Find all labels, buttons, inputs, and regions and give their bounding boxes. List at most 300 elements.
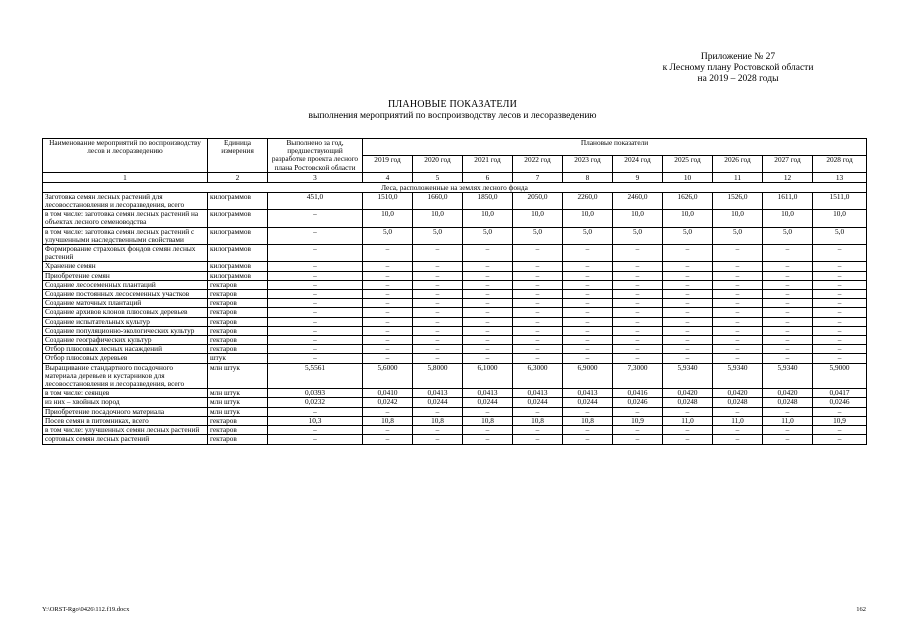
row-value: 10,0 xyxy=(413,210,463,227)
row-value: – xyxy=(663,435,713,444)
table-row xyxy=(43,407,867,416)
row-value: – xyxy=(463,271,513,280)
row-unit: гектаров xyxy=(208,345,268,354)
row-name: сортовых семян лесных растений xyxy=(43,435,208,444)
row-value: – xyxy=(713,280,763,289)
row-value: 5,0 xyxy=(713,227,763,244)
section-row xyxy=(43,182,867,192)
row-unit: гектаров xyxy=(208,280,268,289)
row-value: – xyxy=(613,354,663,363)
row-value: 1611,0 xyxy=(763,192,813,209)
row-name: Приобретение посадочного материала xyxy=(43,407,208,416)
document-subtitle: выполнения мероприятий по воспроизводству лесов и лесоразведению xyxy=(308,111,597,121)
row-name: в том числе: заготовка семян лесных растений с улучшенными наследственными свойствами xyxy=(43,227,208,244)
row-value: 5,0 xyxy=(813,227,867,244)
row-value: – xyxy=(613,245,663,262)
row-value: 0,0244 xyxy=(463,398,513,407)
row-value: 6,9000 xyxy=(563,363,613,389)
row-value: 10,9 xyxy=(613,416,663,425)
row-value: – xyxy=(763,271,813,280)
row-value: – xyxy=(663,336,713,345)
row-value: – xyxy=(463,345,513,354)
row-value: 5,0 xyxy=(413,227,463,244)
row-value: – xyxy=(363,435,413,444)
row-value: – xyxy=(713,326,763,335)
row-unit: млн штук xyxy=(208,363,268,389)
row-value: 5,9340 xyxy=(713,363,763,389)
row-value: – xyxy=(763,326,813,335)
row-value: – xyxy=(563,317,613,326)
column-number: 4 xyxy=(363,172,413,182)
page-number: 162 xyxy=(856,606,866,613)
header-name: Наименование мероприятий по воспроизводству лесов и лесоразведению xyxy=(43,139,208,173)
row-value: – xyxy=(663,245,713,262)
row-value: 0,0246 xyxy=(813,398,867,407)
column-number: 5 xyxy=(413,172,463,182)
row-value: – xyxy=(413,317,463,326)
row-unit: килограммов xyxy=(208,227,268,244)
row-value: – xyxy=(613,435,663,444)
row-value: 10,8 xyxy=(463,416,513,425)
row-name: Создание географических культур xyxy=(43,336,208,345)
row-value: 1850,0 xyxy=(463,192,513,209)
row-value: 10,0 xyxy=(763,210,813,227)
row-value: – xyxy=(613,299,663,308)
column-number: 8 xyxy=(563,172,613,182)
table-row xyxy=(43,317,867,326)
plan-table xyxy=(42,138,867,445)
column-number-row xyxy=(43,172,867,182)
row-value: – xyxy=(363,308,413,317)
column-number: 7 xyxy=(513,172,563,182)
row-value: 10,0 xyxy=(713,210,763,227)
row-value: 5,0 xyxy=(513,227,563,244)
row-value: – xyxy=(463,245,513,262)
row-value: – xyxy=(613,317,663,326)
row-value: – xyxy=(413,280,463,289)
row-done: 0,0232 xyxy=(268,398,363,407)
row-value: – xyxy=(713,262,763,271)
row-value: – xyxy=(813,308,867,317)
row-name: Создание постоянных лесосеменных участков xyxy=(43,290,208,299)
row-value: 10,9 xyxy=(813,416,867,425)
row-done: – xyxy=(268,299,363,308)
header-year: 2025 год xyxy=(663,155,713,172)
table-row xyxy=(43,192,867,209)
row-value: 5,9340 xyxy=(663,363,713,389)
row-value: 5,9340 xyxy=(763,363,813,389)
row-value: – xyxy=(813,271,867,280)
row-unit: килограммов xyxy=(208,210,268,227)
table-row xyxy=(43,426,867,435)
table-row xyxy=(43,227,867,244)
row-value: 0,0248 xyxy=(763,398,813,407)
row-name: в том числе: сеянцев xyxy=(43,389,208,398)
appendix-line-3: на 2019 – 2028 годы xyxy=(697,74,779,84)
row-value: – xyxy=(563,262,613,271)
row-value: – xyxy=(563,336,613,345)
row-value: 2260,0 xyxy=(563,192,613,209)
row-value: – xyxy=(763,317,813,326)
row-value: – xyxy=(613,290,663,299)
row-unit: гектаров xyxy=(208,290,268,299)
row-value: 10,0 xyxy=(663,210,713,227)
row-value: – xyxy=(713,317,763,326)
header-unit: Единица измерения xyxy=(208,139,268,173)
row-value: – xyxy=(613,345,663,354)
row-done: 0,0393 xyxy=(268,389,363,398)
row-value: – xyxy=(613,407,663,416)
header-year: 2024 год xyxy=(613,155,663,172)
row-value: – xyxy=(663,354,713,363)
table-row xyxy=(43,271,867,280)
row-value: 10,0 xyxy=(513,210,563,227)
row-value: 0,0413 xyxy=(413,389,463,398)
row-value: – xyxy=(613,262,663,271)
row-done: – xyxy=(268,354,363,363)
row-value: – xyxy=(463,262,513,271)
row-done: 10,3 xyxy=(268,416,363,425)
row-value: 0,0413 xyxy=(513,389,563,398)
row-value: – xyxy=(563,280,613,289)
column-number: 2 xyxy=(208,172,268,182)
row-unit: гектаров xyxy=(208,299,268,308)
row-value: – xyxy=(813,326,867,335)
row-value: – xyxy=(513,299,563,308)
row-value: – xyxy=(513,317,563,326)
row-value: – xyxy=(613,326,663,335)
row-unit: килограммов xyxy=(208,192,268,209)
row-value: – xyxy=(563,426,613,435)
row-value: 1511,0 xyxy=(813,192,867,209)
row-value: – xyxy=(363,345,413,354)
row-value: 11,0 xyxy=(663,416,713,425)
table-body xyxy=(43,182,867,444)
row-value: – xyxy=(363,336,413,345)
row-value: – xyxy=(363,280,413,289)
row-name: Создание архивов клонов плюсовых деревьев xyxy=(43,308,208,317)
row-value: – xyxy=(363,407,413,416)
header-planned: Плановые показатели xyxy=(363,139,867,156)
row-value: – xyxy=(463,317,513,326)
row-value: – xyxy=(813,280,867,289)
row-value: – xyxy=(713,308,763,317)
row-value: – xyxy=(813,426,867,435)
table-row xyxy=(43,326,867,335)
row-value: – xyxy=(413,271,463,280)
row-value: 0,0416 xyxy=(613,389,663,398)
row-value: 6,3000 xyxy=(513,363,563,389)
table-row xyxy=(43,308,867,317)
row-unit: гектаров xyxy=(208,426,268,435)
column-number: 12 xyxy=(763,172,813,182)
row-value: – xyxy=(613,308,663,317)
row-value: – xyxy=(513,435,563,444)
row-value: – xyxy=(463,426,513,435)
row-value: – xyxy=(363,326,413,335)
row-value: – xyxy=(713,354,763,363)
section-title: Леса, расположенные на землях лесного фонда xyxy=(43,182,867,192)
row-value: 0,0420 xyxy=(663,389,713,398)
row-value: – xyxy=(413,290,463,299)
row-value: – xyxy=(563,407,613,416)
row-name: из них – хвойных пород xyxy=(43,398,208,407)
row-done: – xyxy=(268,227,363,244)
row-value: 6,1000 xyxy=(463,363,513,389)
row-unit: гектаров xyxy=(208,416,268,425)
row-value: – xyxy=(613,336,663,345)
row-value: – xyxy=(363,262,413,271)
row-value: – xyxy=(713,290,763,299)
row-value: 10,8 xyxy=(413,416,463,425)
row-value: – xyxy=(663,280,713,289)
row-value: – xyxy=(563,308,613,317)
row-value: – xyxy=(513,271,563,280)
row-value: – xyxy=(763,407,813,416)
appendix-line-1: Приложение № 27 xyxy=(700,52,776,62)
row-value: – xyxy=(763,426,813,435)
row-value: – xyxy=(513,326,563,335)
row-value: 10,0 xyxy=(813,210,867,227)
row-value: – xyxy=(463,299,513,308)
row-value: – xyxy=(513,262,563,271)
row-name: Формирование страховых фондов семян лесных растений xyxy=(43,245,208,262)
row-value: 0,0413 xyxy=(563,389,613,398)
row-value: – xyxy=(613,271,663,280)
row-unit: гектаров xyxy=(208,336,268,345)
row-value: – xyxy=(563,290,613,299)
row-value: – xyxy=(363,426,413,435)
row-value: 1510,0 xyxy=(363,192,413,209)
row-value: 0,0244 xyxy=(563,398,613,407)
row-value: – xyxy=(663,271,713,280)
row-value: 5,0 xyxy=(763,227,813,244)
row-value: – xyxy=(713,435,763,444)
row-value: – xyxy=(563,435,613,444)
row-name: в том числе: заготовка семян лесных растений на объектах лесного семеноводства xyxy=(43,210,208,227)
row-value: 0,0417 xyxy=(813,389,867,398)
row-value: 5,0 xyxy=(463,227,513,244)
row-value: – xyxy=(613,280,663,289)
row-value: – xyxy=(513,245,563,262)
row-value: 1660,0 xyxy=(413,192,463,209)
row-value: 10,0 xyxy=(563,210,613,227)
row-value: – xyxy=(513,426,563,435)
row-value: 0,0413 xyxy=(463,389,513,398)
row-value: – xyxy=(663,345,713,354)
row-value: – xyxy=(713,245,763,262)
row-unit: килограммов xyxy=(208,245,268,262)
row-value: – xyxy=(813,317,867,326)
row-value: – xyxy=(513,407,563,416)
row-name: Отбор плюсовых деревьев xyxy=(43,354,208,363)
header-year: 2021 год xyxy=(463,155,513,172)
row-value: 10,8 xyxy=(563,416,613,425)
column-number: 11 xyxy=(713,172,763,182)
row-value: 5,8000 xyxy=(413,363,463,389)
row-value: – xyxy=(413,435,463,444)
row-value: 2050,0 xyxy=(513,192,563,209)
row-done: – xyxy=(268,336,363,345)
row-value: – xyxy=(563,345,613,354)
row-value: – xyxy=(413,245,463,262)
row-value: – xyxy=(713,426,763,435)
row-value: 1626,0 xyxy=(663,192,713,209)
row-value: – xyxy=(463,354,513,363)
column-number: 1 xyxy=(43,172,208,182)
row-value: 10,0 xyxy=(613,210,663,227)
row-value: – xyxy=(363,317,413,326)
row-value: 0,0246 xyxy=(613,398,663,407)
row-value: – xyxy=(413,345,463,354)
row-value: – xyxy=(463,336,513,345)
row-unit: гектаров xyxy=(208,308,268,317)
header-year: 2028 год xyxy=(813,155,867,172)
column-number: 6 xyxy=(463,172,513,182)
row-done: – xyxy=(268,435,363,444)
row-unit: млн штук xyxy=(208,407,268,416)
row-value: – xyxy=(413,308,463,317)
appendix-line-2: к Лесному плану Ростовской области xyxy=(662,63,814,73)
row-name: Посев семян в питомниках, всего xyxy=(43,416,208,425)
row-value: – xyxy=(413,354,463,363)
row-name: в том числе: улучшенных семян лесных растений xyxy=(43,426,208,435)
row-value: – xyxy=(663,290,713,299)
row-value: – xyxy=(813,299,867,308)
table-row xyxy=(43,245,867,262)
row-value: – xyxy=(763,299,813,308)
row-value: 5,0 xyxy=(363,227,413,244)
row-name: Создание маточных плантаций xyxy=(43,299,208,308)
row-value: – xyxy=(763,290,813,299)
column-number: 3 xyxy=(268,172,363,182)
row-value: – xyxy=(663,407,713,416)
row-value: – xyxy=(713,345,763,354)
row-value: – xyxy=(663,326,713,335)
row-value: – xyxy=(513,308,563,317)
row-value: 0,0244 xyxy=(513,398,563,407)
row-unit: килограммов xyxy=(208,262,268,271)
row-value: – xyxy=(763,262,813,271)
row-done: – xyxy=(268,407,363,416)
row-value: – xyxy=(713,336,763,345)
table-row xyxy=(43,290,867,299)
row-value: – xyxy=(463,280,513,289)
row-done: – xyxy=(268,345,363,354)
row-value: 0,0248 xyxy=(713,398,763,407)
appendix-block xyxy=(608,52,868,85)
row-value: – xyxy=(563,299,613,308)
row-value: – xyxy=(813,336,867,345)
row-value: – xyxy=(413,336,463,345)
row-value: – xyxy=(813,407,867,416)
table-row xyxy=(43,336,867,345)
header-done: Выполнено за год, предшествующий разработке проекта лесного плана Ростовской области xyxy=(268,139,363,173)
row-value: 10,8 xyxy=(513,416,563,425)
row-value: – xyxy=(563,245,613,262)
row-unit: гектаров xyxy=(208,317,268,326)
row-value: – xyxy=(813,354,867,363)
row-value: – xyxy=(713,271,763,280)
row-value: 2460,0 xyxy=(613,192,663,209)
row-done: – xyxy=(268,210,363,227)
row-value: – xyxy=(463,407,513,416)
row-value: – xyxy=(513,345,563,354)
row-value: – xyxy=(813,290,867,299)
header-year: 2022 год xyxy=(513,155,563,172)
row-done: 451,0 xyxy=(268,192,363,209)
row-unit: штук xyxy=(208,354,268,363)
row-value: 0,0420 xyxy=(763,389,813,398)
row-value: – xyxy=(663,317,713,326)
row-value: – xyxy=(763,336,813,345)
row-value: – xyxy=(513,336,563,345)
row-value: 0,0410 xyxy=(363,389,413,398)
row-value: 5,0 xyxy=(613,227,663,244)
column-number: 13 xyxy=(813,172,867,182)
row-value: – xyxy=(563,271,613,280)
row-value: – xyxy=(413,407,463,416)
row-value: – xyxy=(513,280,563,289)
row-value: – xyxy=(463,308,513,317)
header-year: 2026 год xyxy=(713,155,763,172)
row-value: – xyxy=(463,290,513,299)
row-value: 7,3000 xyxy=(613,363,663,389)
row-value: – xyxy=(763,435,813,444)
header-year: 2027 год xyxy=(763,155,813,172)
header-year: 2023 год xyxy=(563,155,613,172)
row-value: 0,0242 xyxy=(363,398,413,407)
table-row xyxy=(43,262,867,271)
table-row xyxy=(43,398,867,407)
table-row xyxy=(43,210,867,227)
row-value: – xyxy=(663,299,713,308)
row-value: 5,6000 xyxy=(363,363,413,389)
row-value: 10,8 xyxy=(363,416,413,425)
row-value: – xyxy=(763,308,813,317)
row-unit: млн штук xyxy=(208,398,268,407)
table-row xyxy=(43,363,867,389)
row-value: – xyxy=(463,435,513,444)
row-value: – xyxy=(663,426,713,435)
row-value: – xyxy=(563,354,613,363)
row-value: – xyxy=(363,290,413,299)
row-value: – xyxy=(613,426,663,435)
row-value: – xyxy=(463,326,513,335)
header-year: 2019 год xyxy=(363,155,413,172)
row-done: 5,5561 xyxy=(268,363,363,389)
row-value: 10,0 xyxy=(363,210,413,227)
row-value: – xyxy=(813,345,867,354)
row-value: – xyxy=(413,299,463,308)
row-unit: млн штук xyxy=(208,389,268,398)
row-done: – xyxy=(268,280,363,289)
row-value: 0,0244 xyxy=(413,398,463,407)
row-value: 1526,0 xyxy=(713,192,763,209)
document-title: ПЛАНОВЫЕ ПОКАЗАТЕЛИ xyxy=(388,99,517,110)
row-value: – xyxy=(663,308,713,317)
table-row xyxy=(43,435,867,444)
row-done: – xyxy=(268,426,363,435)
row-value: – xyxy=(363,245,413,262)
row-value: – xyxy=(813,245,867,262)
row-done: – xyxy=(268,326,363,335)
footer-path: Y:\ORST-Rgo\0426\112.f19.docx xyxy=(42,606,130,613)
row-name: Хранение семян xyxy=(43,262,208,271)
row-value: – xyxy=(713,299,763,308)
row-name: Отбор плюсовых лесных насаждений xyxy=(43,345,208,354)
row-value: – xyxy=(413,326,463,335)
